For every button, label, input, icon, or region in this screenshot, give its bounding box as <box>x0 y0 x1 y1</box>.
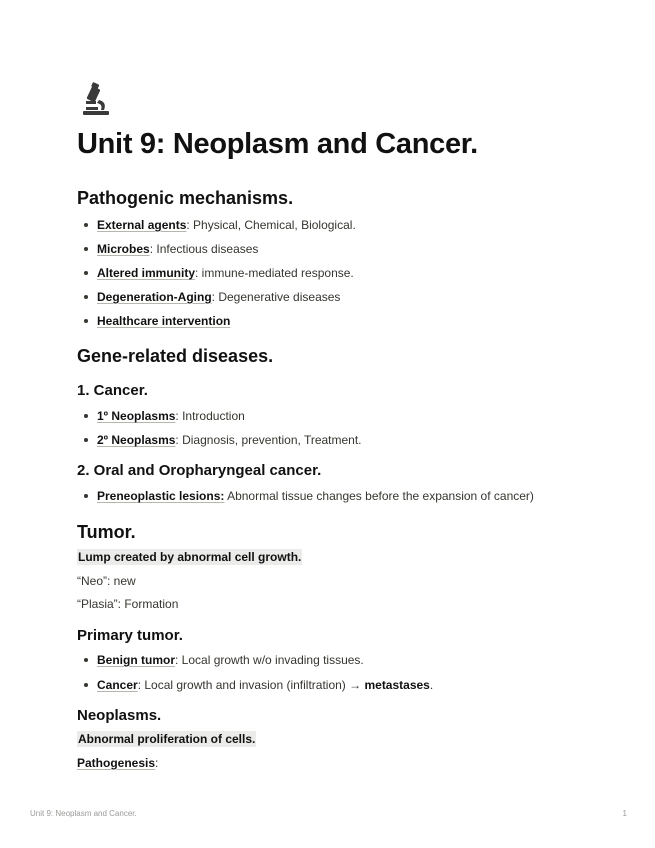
section-heading-gene-related: Gene-related diseases. <box>77 346 274 366</box>
pathogenesis-line: Pathogenesis: <box>77 756 159 770</box>
page-title: Unit 9: Neoplasm and Cancer. <box>77 128 478 160</box>
subsection-heading-neoplasms: Neoplasms. <box>77 707 162 724</box>
subsection-heading-cancer: 1. Cancer. <box>77 382 148 399</box>
term-link[interactable]: Microbes <box>97 242 150 256</box>
bullet-icon <box>84 438 88 442</box>
term-link[interactable]: 2º Neoplasms <box>97 433 176 447</box>
section-heading-tumor: Tumor. <box>77 522 136 542</box>
bullet-icon <box>84 414 88 418</box>
term-link[interactable]: Healthcare intervention <box>97 314 231 328</box>
term-link[interactable]: Preneoplastic lesions: <box>97 489 225 503</box>
subsection-heading-oral: 2. Oral and Oropharyngeal cancer. <box>77 462 322 479</box>
microscope-icon <box>77 80 115 118</box>
term-link[interactable]: Degeneration-Aging <box>97 290 212 304</box>
bullet-icon <box>84 658 88 662</box>
bullet-icon <box>84 319 88 323</box>
term-link[interactable]: Benign tumor <box>97 653 175 667</box>
bullet-icon <box>84 223 88 227</box>
bullet-icon <box>84 271 88 275</box>
term-link[interactable]: Cancer <box>97 678 138 692</box>
bullet-icon <box>84 247 88 251</box>
neoplasms-definition: Abnormal proliferation of cells. <box>78 732 256 746</box>
term-link[interactable]: Altered immunity <box>97 266 196 280</box>
footer-title: Unit 9: Neoplasm and Cancer. <box>30 809 137 818</box>
term-link[interactable]: 1º Neoplasms <box>97 409 176 423</box>
neo-definition: “Neo”: new <box>77 574 136 588</box>
subsection-heading-primary-tumor: Primary tumor. <box>77 627 183 644</box>
section-heading-pathogenic: Pathogenic mechanisms. <box>77 188 294 208</box>
tumor-definition: Lump created by abnormal cell growth. <box>78 550 302 564</box>
bullet-icon <box>84 494 88 498</box>
bullet-icon <box>84 295 88 299</box>
term-link[interactable]: External agents <box>97 218 187 232</box>
bullet-icon <box>84 683 88 687</box>
plasia-definition: “Plasia”: Formation <box>77 597 179 611</box>
term-link[interactable]: Pathogenesis <box>77 756 156 770</box>
page-number: 1 <box>622 809 627 818</box>
